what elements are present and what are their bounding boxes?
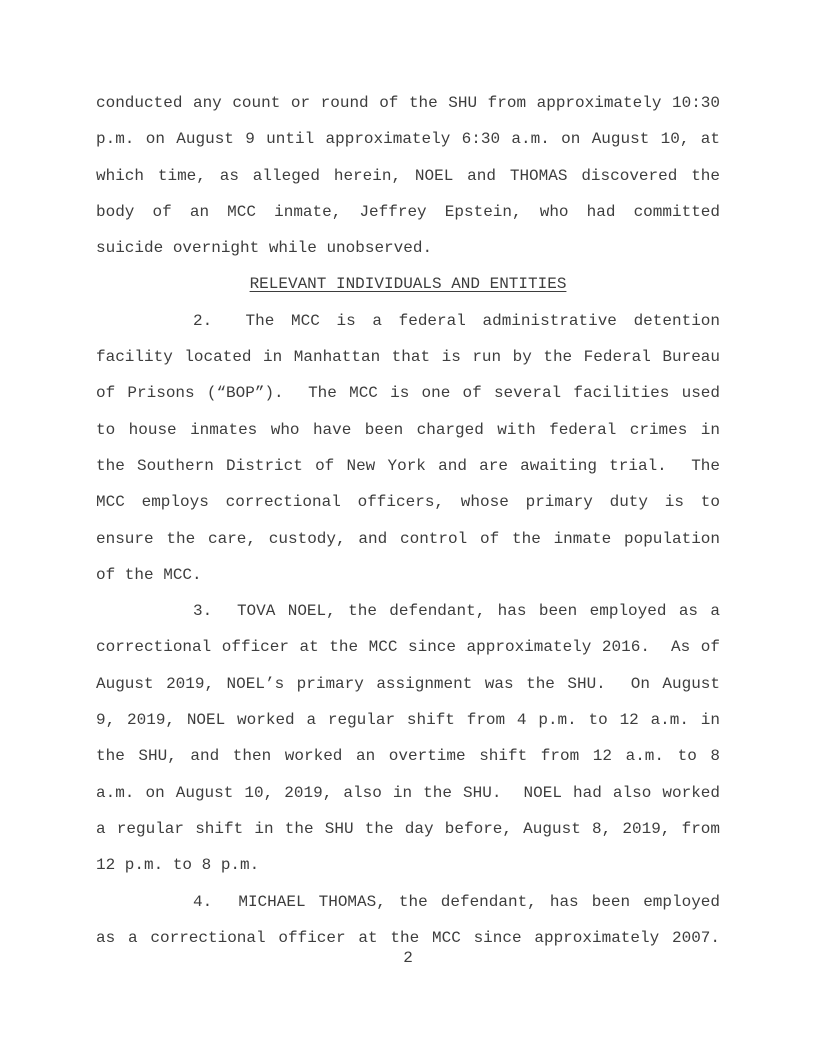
paragraph-3: 3. TOVA NOEL, the defendant, has been employed as a correctional officer at the MCC since approximately 2016. As of August 2019, NOEL’s primary assignment was the SHU. On August 9, 2019, NOEL worked a regular shift from 4 p.m. to 12 a.m. in the SHU, and then worked an overtime shift from 12 a.m. to 8 a.m. on August 10, 2019, also in the SHU. NOEL had also worked a regular shift in the SHU the day before, August 8, 2019, from 12 p.m. to 8 p.m. [96, 602, 720, 875]
section-heading-text: RELEVANT INDIVIDUALS AND ENTITIES [249, 275, 567, 294]
paragraph-2: 2. The MCC is a federal administrative detention facility located in Manhattan that is run by the Federal Bureau of Prisons (“BOP”). The MCC is one of several facilities used to house inmates who have been charged with federal crimes in the Southern District of New York and are awaiting trial. The MCC employs correctional officers, whose primary duty is to ensure the care, custody, and control of the inmate population of the MCC. [96, 311, 720, 584]
paragraph-4: 4. MICHAEL THOMAS, the defendant, has been employed as a correctional officer at the MCC since approximately 2007. [96, 892, 720, 947]
page-number: 2 [403, 949, 413, 967]
section-heading [96, 266, 720, 302]
paragraph-continuation: conducted any count or round of the SHU from approximately 10:30 p.m. on August 9 until approximately 6:30 a.m. on August 10, at which time, as alleged herein, NOEL and THOMAS discovered the body of an MCC inmate, Jeffrey Epstein, who had committed suicide overnight while unobserved. [96, 94, 720, 258]
